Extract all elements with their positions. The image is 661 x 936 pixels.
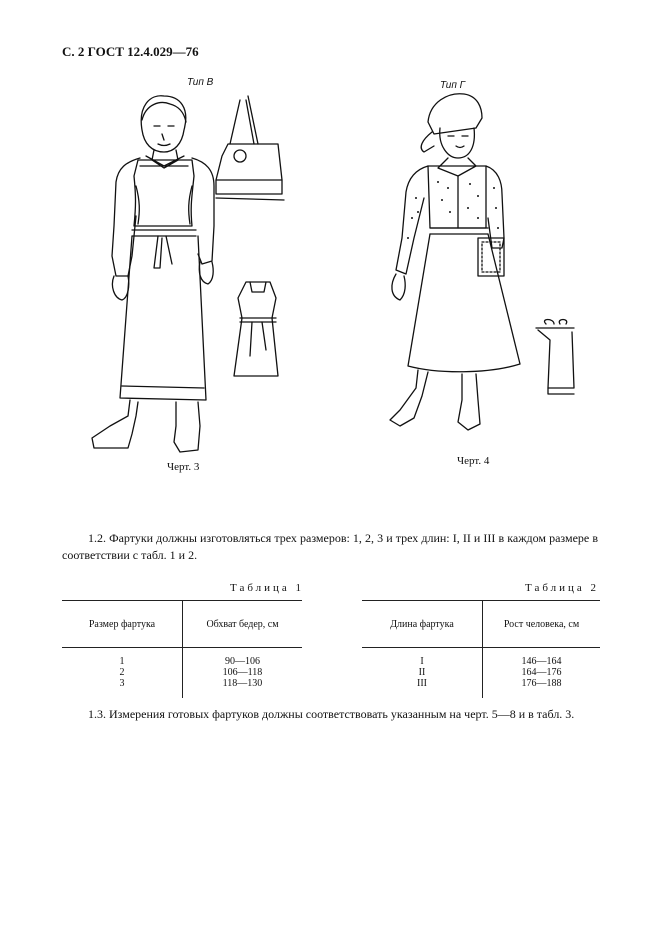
fig4-caption: Черт. 4 bbox=[457, 455, 490, 467]
table1 bbox=[62, 600, 302, 698]
table-row: 2 106—118 bbox=[62, 667, 302, 678]
table1-header-hip: Обхват бедер, см bbox=[183, 601, 303, 648]
fig3-caption: Черт. 3 bbox=[167, 461, 200, 473]
table1-title: Таблица 1 bbox=[230, 582, 305, 594]
paragraph-1-2: 1.2. Фартуки должны изготовляться трех размеров: 1, 2, 3 и трех длин: I, II и III в каждом размере в соответствии с табл. 1 и 2. bbox=[62, 531, 598, 562]
table2 bbox=[362, 600, 600, 698]
table2-header-length: Длина фартука bbox=[362, 601, 483, 648]
fig3-type-label: Тип В bbox=[187, 77, 214, 88]
page-header: С. 2 ГОСТ 12.4.029—76 bbox=[62, 44, 199, 59]
fig4-type-label: Тип Г bbox=[440, 80, 466, 91]
table1-header-size: Размер фартука bbox=[62, 601, 183, 648]
table2-header-height: Рост человека, см bbox=[483, 601, 601, 648]
woman-apron-illustration bbox=[378, 88, 588, 454]
paragraph-1-3: 1.3. Измерения готовых фартуков должны соответствовать указанным на черт. 5—8 и в табл. 3. bbox=[88, 707, 575, 721]
table-row: III 176—188 bbox=[362, 678, 600, 698]
table-row: 3 118—130 bbox=[62, 678, 302, 698]
table-row: 1 90—106 bbox=[62, 648, 302, 668]
table2-title: Таблица 2 bbox=[525, 582, 600, 594]
table-row: I 146—164 bbox=[362, 648, 600, 668]
table-row: II 164—176 bbox=[362, 667, 600, 678]
man-apron-illustration bbox=[80, 86, 310, 458]
